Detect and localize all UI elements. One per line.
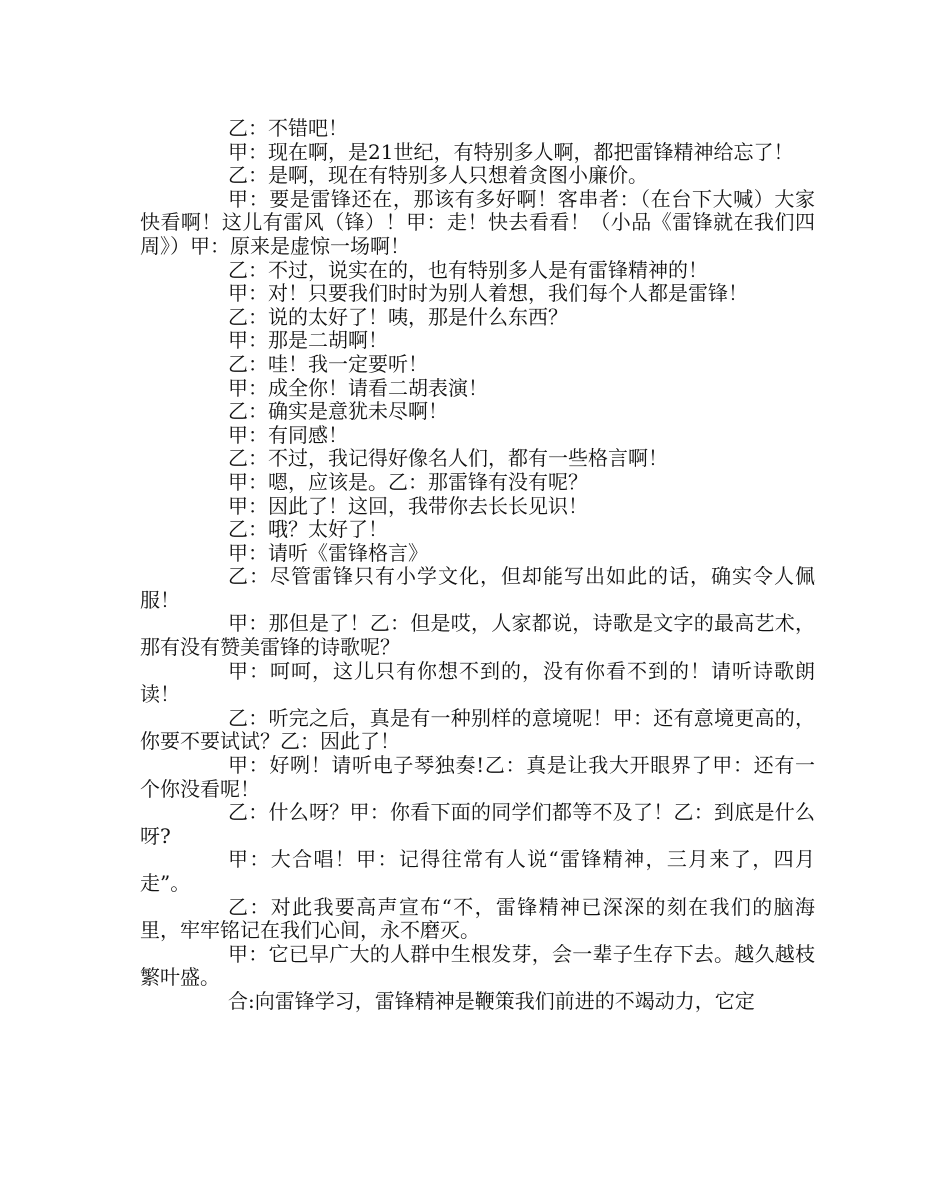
paragraph: 乙：对此我要高声宣布“不，雷锋精神已深深的刻在我们的脑海里，牢牢铭记在我们心间，永不磨灭。 xyxy=(140,894,815,943)
paragraph: 乙：哦？太好了！ xyxy=(228,517,388,542)
paragraph: 乙：什么呀？甲：你看下面的同学们都等不及了！乙：到底是什么呀? xyxy=(140,800,815,848)
paragraph: 乙：不错吧！ xyxy=(228,116,348,140)
paragraph: 甲：有同感！ xyxy=(228,422,348,447)
paragraph: 乙：听完之后，真是有一种别样的意境呢！甲：还有意境更高的，你要不要试试？乙：因此了！ xyxy=(140,705,815,754)
paragraph: 甲：大合唱！甲：记得往常有人说“雷锋精神，三月来了，四月走”。 xyxy=(140,847,815,895)
paragraph: 甲：请听《雷锋格言》 xyxy=(228,540,428,565)
paragraph: 乙：说的太好了！咦，那是什么东西？ xyxy=(228,304,568,329)
paragraph: 乙：是啊，现在有特别多人只想着贪图小廉价。 xyxy=(228,163,648,188)
paragraph: 甲：成全你！请看二胡表演！ xyxy=(228,375,488,400)
paragraph: 合:向雷锋学习，雷锋精神是鞭策我们前进的不竭动力，它定 xyxy=(228,988,755,1013)
paragraph: 甲：现在啊，是21世纪，有特别多人啊，都把雷锋精神给忘了！ xyxy=(228,139,794,164)
paragraph: 甲：那但是了！乙：但是哎，人家都说，诗歌是文字的最高艺术，那有没有赞美雷锋的诗歌呢？ xyxy=(140,611,815,660)
paragraph: 甲：它已早广大的人群中生根发芽，会一辈子生存下去。越久越枝繁叶盛。 xyxy=(140,941,815,990)
paragraph: 甲：对！只要我们时时为别人着想，我们每个人都是雷锋！ xyxy=(228,281,748,306)
paragraph: 甲：嗯，应该是。乙：那雷锋有没有呢？ xyxy=(228,469,588,494)
paragraph: 乙：不过，我记得好像名人们，都有一些格言啊！ xyxy=(228,446,668,471)
paragraph: 乙：尽管雷锋只有小学文化，但却能写出如此的话，确实令人佩服！ xyxy=(140,564,815,612)
paragraph: 乙：哇！我一定要听！ xyxy=(228,351,428,376)
document-body xyxy=(140,117,815,1014)
paragraph: 甲：要是雷锋还在，那该有多好啊！客串者：（在台下大喊）大家快看啊！这儿有雷风（锋）！甲：走！快去看看！（小品《雷锋就在我们四周》）甲：原来是虚惊一场啊！ xyxy=(140,186,815,258)
paragraph: 甲：因此了！这回，我带你去长长见识！ xyxy=(228,493,588,518)
paragraph: 乙：确实是意犹未尽啊！ xyxy=(228,399,448,424)
paragraph: 甲：那是二胡啊！ xyxy=(228,328,388,353)
paragraph: 乙：不过，说实在的，也有特别多人是有雷锋精神的！ xyxy=(228,257,708,282)
paragraph: 甲：呵呵，这儿只有你想不到的，没有你看不到的！请听诗歌朗读！ xyxy=(140,658,815,707)
paragraph: 甲：好咧！请听电子琴独奏!乙：真是让我大开眼界了甲：还有一个你没看呢！ xyxy=(140,753,815,801)
